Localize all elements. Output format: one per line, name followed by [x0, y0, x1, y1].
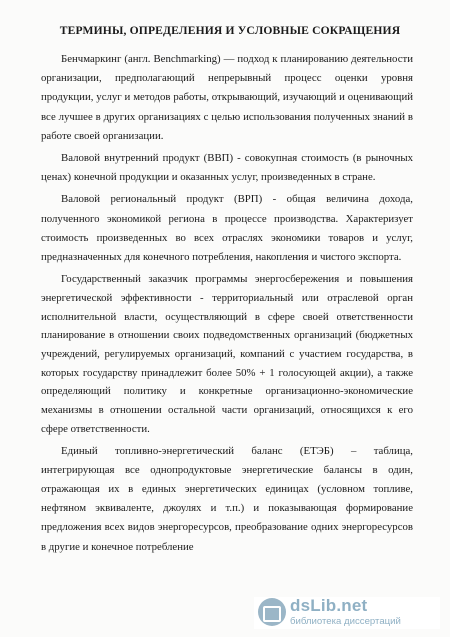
- paragraph-benchmarking: Бенчмаркинг (англ. Benchmarking) — подход к планированию деятельности организации, предполагающий непрерывный процесс оценки уровня продукции, услуг и методов работы, открывающий, изучающий и оценивающий все лучшее в других организациях с целью использования полученных знаний в работе своей организации.: [41, 53, 413, 142]
- watermark-subtitle: библиотека диссертаций: [290, 616, 401, 627]
- paragraph-fuel-energy-balance: Единый топливно-энергетический баланс (ЕТЭБ) – таблица, интегрирующая все однопродуктовые энергетические балансы в один, отражающая их в единых энергетических единицах (условном топливе, нефтяном эквиваленте, джоулях и т.п.) и показывающая формирование предложения всех видов энергоресурсов, преобразование одних энергоресурсов в другие и конечное потребление: [41, 444, 413, 553]
- document-body: [41, 50, 413, 557]
- paragraph-grp: Валовой региональный продукт (ВРП) - общая величина дохода, полученного экономикой региона в процессе производства. Характеризует стоимость произведенных во всех отраслях экономики товаров и услуг, предназначенных для конечного потребления, накопления и чистого экспорта.: [41, 193, 413, 264]
- paragraph-state-customer: Государственный заказчик программы энергосбережения и повышения энергетической эффективности - территориальный или отраслевой орган исполнительной власти, осуществляющий в сфере своей ответственности планирование в отношении своих подведомственных организаций (бюджетных учреждений, регулируемых организаций, компаний с участием государства, в которых государству принадлежит более 50% + 1 голосующей акции), а также определяющий политику и конкретные организационно-экономические механизмы в отношении остальной части организаций, относящихся к его сфере ответственности.: [41, 273, 413, 435]
- watermark-site: dsLib.net: [290, 596, 368, 615]
- page-title: ТЕРМИНЫ, ОПРЕДЕЛЕНИЯ И УСЛОВНЫЕ СОКРАЩЕНИЯ: [59, 24, 401, 37]
- paragraph-gdp: Валовой внутренний продукт (ВВП) - совокупная стоимость (в рыночных ценах) конечной продукции и оказанных услуг, произведенных в стране.: [41, 152, 413, 184]
- watermark: [254, 597, 440, 629]
- book-icon: [258, 598, 286, 626]
